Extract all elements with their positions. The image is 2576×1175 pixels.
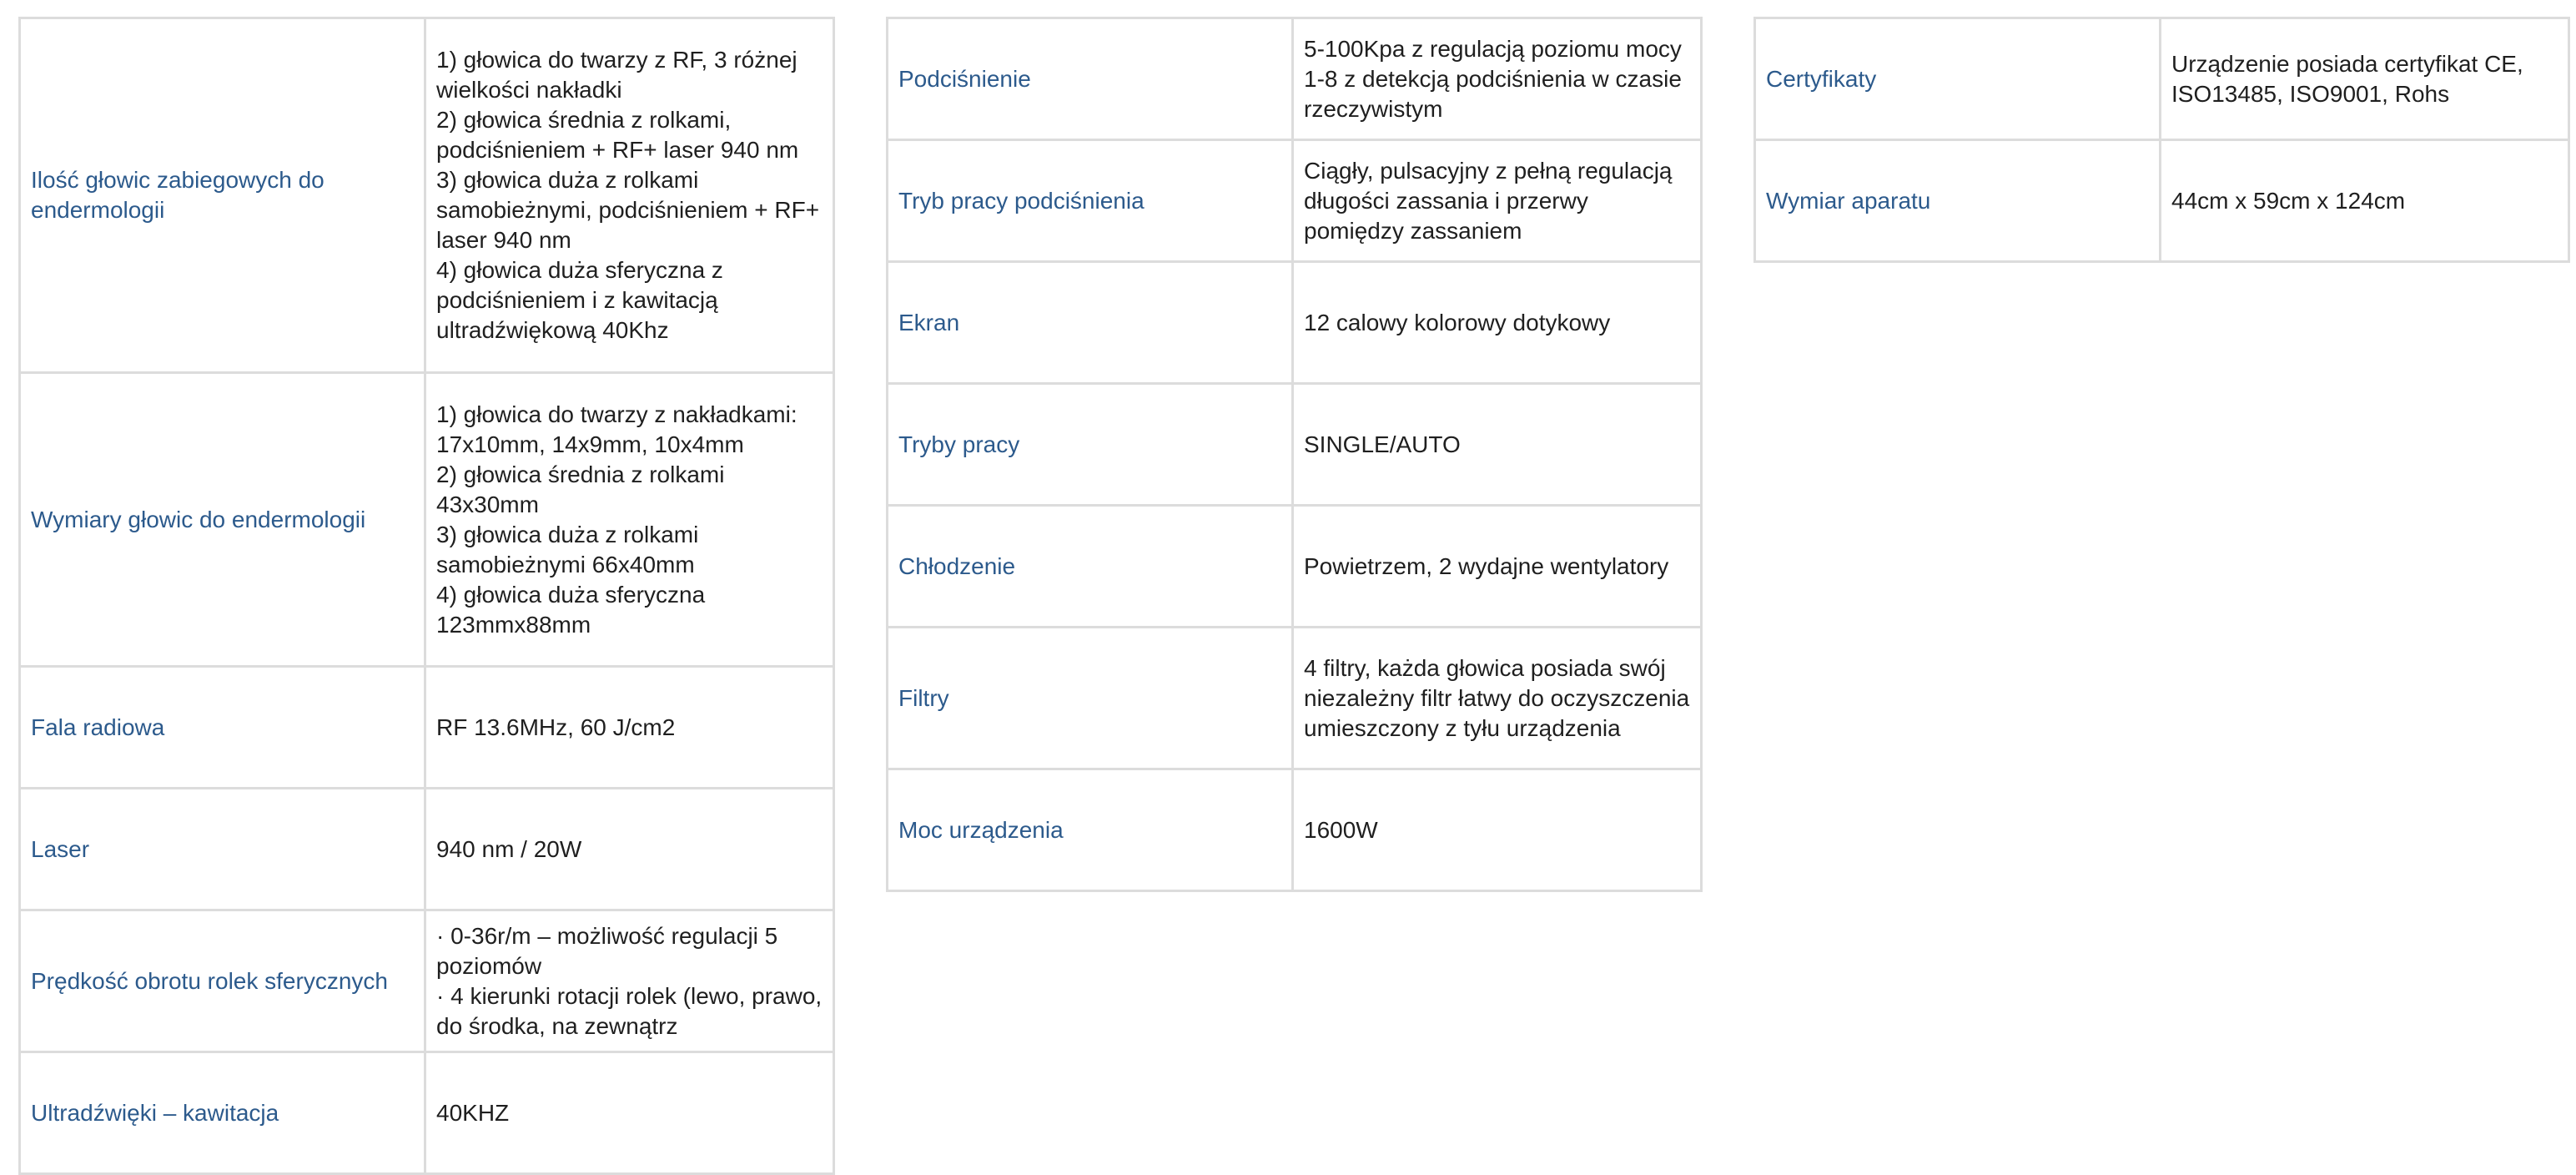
spec-label: Moc urządzenia <box>888 769 1293 891</box>
table-row <box>888 262 1702 384</box>
spec-value-line: 4) głowica duża sferyczna 123mmx88mm <box>436 581 706 638</box>
table-row <box>20 18 834 373</box>
spec-value-line: Ciągły, pulsacyjny z pełną regulacją długości zassania i przerwy pomiędzy zassaniem <box>1304 157 1673 244</box>
table-row <box>888 506 1702 628</box>
spec-value-line: 940 nm / 20W <box>436 835 582 862</box>
spec-value-line: · 4 kierunki rotacji rolek (lewo, prawo, do środka, na zewnątrz <box>436 982 823 1039</box>
spec-value <box>1293 262 1702 384</box>
spec-table-3 <box>1753 17 2570 263</box>
spec-value <box>1293 506 1702 628</box>
spec-value <box>425 18 834 373</box>
table-row <box>888 384 1702 506</box>
spec-value-line: SINGLE/AUTO <box>1304 431 1461 457</box>
spec-value <box>1293 18 1702 140</box>
spec-value-line: 12 calowy kolorowy dotykowy <box>1304 309 1611 335</box>
spec-value-line: Urządzenie posiada certyfikat CE, ISO13485, ISO9001, Rohs <box>2171 50 2523 107</box>
spec-value-line: 4) głowica duża sferyczna z podciśnieniem i z kawitacją ultradźwiękową 40Khz <box>436 257 723 343</box>
spec-value-line: 1) głowica do twarzy z nakładkami: 17x10mm, 14x9mm, 10x4mm <box>436 401 797 457</box>
spec-label: Wymiary głowic do endermologii <box>20 373 425 667</box>
spec-label: Ekran <box>888 262 1293 384</box>
spec-value-line: 2) głowica średnia z rolkami 43x30mm <box>436 461 725 517</box>
spec-value <box>1293 140 1702 262</box>
spec-value <box>425 789 834 910</box>
table-row <box>1755 18 2569 140</box>
spec-value-line: 1) głowica do twarzy z RF, 3 różnej wielkości nakładki <box>436 47 797 103</box>
spec-label: Fala radiowa <box>20 667 425 789</box>
table-row <box>888 769 1702 891</box>
spec-value <box>2161 140 2569 262</box>
table-row <box>888 140 1702 262</box>
spec-value-line: 1600W <box>1304 816 1378 843</box>
spec-label: Tryb pracy podciśnienia <box>888 140 1293 262</box>
spec-label: Ultradźwięki – kawitacja <box>20 1052 425 1174</box>
table-row <box>888 628 1702 769</box>
table-row <box>888 18 1702 140</box>
spec-label: Tryby pracy <box>888 384 1293 506</box>
spec-value-line: 3) głowica duża z rolkami samobieżnymi 66x40mm <box>436 521 699 577</box>
table-row <box>20 910 834 1052</box>
spec-value <box>1293 769 1702 891</box>
spec-value <box>1293 628 1702 769</box>
table-row <box>1755 140 2569 262</box>
spec-label: Prędkość obrotu rolek sferycznych <box>20 910 425 1052</box>
spec-table-1 <box>18 17 835 1175</box>
spec-value <box>2161 18 2569 140</box>
spec-value-line: · 0-36r/m – możliwość regulacji 5 poziomów <box>436 922 778 979</box>
spec-value <box>425 667 834 789</box>
spec-label: Podciśnienie <box>888 18 1293 140</box>
table-row <box>20 1052 834 1174</box>
table-row <box>20 373 834 667</box>
spec-value-line: Powietrzem, 2 wydajne wentylatory <box>1304 552 1669 579</box>
spec-value <box>425 373 834 667</box>
spec-label: Ilość głowic zabiegowych do endermologii <box>20 18 425 373</box>
spec-value-line: 5-100Kpa z regulacją poziomu mocy 1-8 z detekcją podciśnienia w czasie rzeczywistym <box>1304 35 1682 122</box>
spec-label: Chłodzenie <box>888 506 1293 628</box>
spec-table-2 <box>886 17 1703 892</box>
spec-value <box>425 1052 834 1174</box>
spec-value-line: 40KHZ <box>436 1099 510 1126</box>
spec-value-line: 2) głowica średnia z rolkami, podciśnieniem + RF+ laser 940 nm <box>436 107 799 163</box>
table-row <box>20 789 834 910</box>
spec-value <box>1293 384 1702 506</box>
spec-value <box>425 910 834 1052</box>
spec-value-line: 4 filtry, każda głowica posiada swój niezależny filtr łatwy do oczyszczenia umieszczony z tyłu urządzenia <box>1304 654 1690 741</box>
table-row <box>20 667 834 789</box>
spec-label: Certyfikaty <box>1755 18 2161 140</box>
spec-value-line: 3) głowica duża z rolkami samobieżnymi, podciśnieniem + RF+ laser 940 nm <box>436 167 820 253</box>
spec-label: Laser <box>20 789 425 910</box>
spec-label: Wymiar aparatu <box>1755 140 2161 262</box>
spec-label: Filtry <box>888 628 1293 769</box>
spec-value-line: 44cm x 59cm x 124cm <box>2171 187 2406 214</box>
spec-value-line: RF 13.6MHz, 60 J/cm2 <box>436 714 676 740</box>
